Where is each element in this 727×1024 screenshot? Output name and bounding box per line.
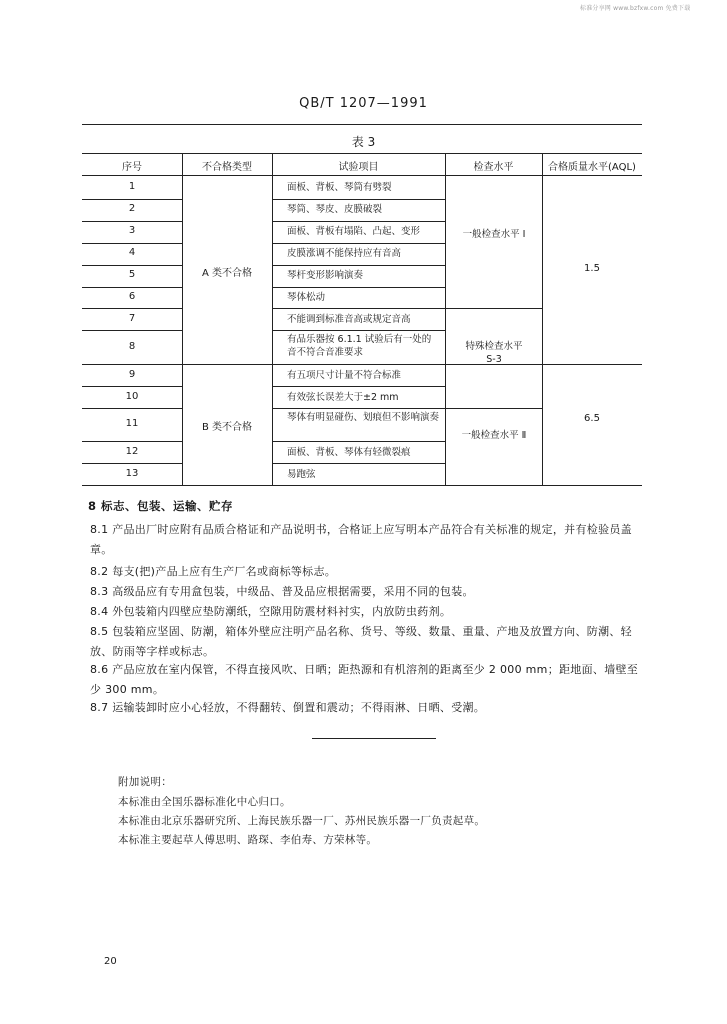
paragraph: 8.7 运输装卸时应小心轻放，不得翻转、倒置和震动；不得雨淋、日晒、受潮。 — [90, 701, 486, 714]
row-divider — [272, 463, 445, 464]
seq-cell: 8 — [128, 341, 136, 352]
test-item-cell: 有品乐器按 6.1.1 试验后有一处的音不符合音准要求 — [287, 334, 432, 358]
test-item-cell: 面板、背板、琴筒有劈裂 — [287, 182, 392, 193]
inspection-level-cell: 特殊检查水平 S-3 — [465, 341, 523, 365]
table-header-divider — [82, 175, 642, 176]
notes-title: 附加说明： — [118, 776, 172, 788]
row-divider — [82, 221, 182, 222]
row-divider — [272, 308, 445, 309]
row-divider — [82, 463, 182, 464]
inspection-level-cell: 一般检查水平 Ⅰ — [462, 229, 526, 240]
paragraph: 8.1 产品出厂时应附有品质合格证和产品说明书，合格证上应写明本产品符合有关标准的规定，并有检验员盖章。 — [90, 523, 632, 556]
aql-cell: 1.5 — [584, 263, 600, 274]
header-aql: 合格质量水平(AQL) — [548, 162, 636, 173]
standard-code: QB/T 1207—1991 — [299, 96, 428, 111]
row-divider — [82, 199, 182, 200]
row-divider — [82, 364, 642, 365]
row-divider — [272, 386, 445, 387]
test-item-cell: 面板、背板有塌陷、凸起、变形 — [287, 226, 421, 237]
row-divider — [272, 287, 445, 288]
header-inspection-level: 检查水平 — [473, 162, 514, 173]
row-divider — [82, 287, 182, 288]
type-b-cell: B 类不合格 — [201, 422, 253, 433]
header-seq: 序号 — [122, 162, 142, 173]
table-bottom-border — [82, 485, 642, 486]
paragraph: 8.5 包装箱应坚固、防潮，箱体外壁应注明产品名称、货号、等级、数量、重量、产地及放置方向、防潮、轻放、防雨等字样或标志。 — [90, 625, 632, 658]
row-divider — [272, 243, 445, 244]
row-divider — [272, 330, 445, 331]
test-item-cell: 有效弦长误差大于±2 mm — [287, 392, 399, 403]
row-divider — [272, 441, 445, 442]
seq-cell: 5 — [128, 269, 136, 280]
test-item-cell: 琴筒、琴皮、皮膜破裂 — [287, 204, 383, 215]
paragraph: 8.2 每支(把)产品上应有生产厂名或商标等标志。 — [90, 565, 337, 578]
seq-cell: 4 — [128, 247, 136, 258]
col-divider — [445, 153, 446, 485]
row-divider — [272, 265, 445, 266]
row-divider — [272, 221, 445, 222]
test-item-cell: 有五项尺寸计量不符合标准 — [287, 370, 402, 381]
row-divider — [82, 330, 182, 331]
seq-cell: 3 — [128, 225, 136, 236]
paragraph: 8.4 外包装箱内四壁应垫防潮纸，空隙用防震材料衬实，内放防虫药剂。 — [90, 605, 452, 618]
paragraph: 8.6 产品应放在室内保管，不得直接风吹、日晒；距热源和有机溶剂的距离至少 2 000 mm；距地面、墙壁至少 300 mm。 — [90, 663, 639, 696]
row-divider — [272, 199, 445, 200]
test-item-cell: 琴体松动 — [287, 292, 326, 303]
seq-cell: 1 — [128, 181, 136, 192]
row-divider — [82, 308, 182, 309]
seq-cell: 9 — [128, 369, 136, 380]
seq-cell: 13 — [125, 468, 139, 479]
watermark: 标准分享网 www.bzfxw.com 免费下载 — [580, 5, 691, 12]
row-divider — [82, 441, 182, 442]
seq-cell: 2 — [128, 203, 136, 214]
test-item-cell: 易跑弦 — [287, 469, 316, 480]
page-number: 20 — [104, 956, 117, 967]
col-divider — [182, 153, 183, 485]
notes-line: 本标准由北京乐器研究所、上海民族乐器一厂、苏州民族乐器一厂负责起草。 — [118, 815, 486, 827]
test-item-cell: 皮膜涨调不能保持应有音高 — [287, 248, 402, 259]
seq-cell: 6 — [128, 291, 136, 302]
header-type: 不合格类型 — [202, 162, 252, 173]
aql-cell: 6.5 — [584, 413, 600, 424]
col-divider — [272, 153, 273, 485]
test-item-cell: 琴杆变形影响演奏 — [287, 270, 364, 281]
test-item-cell: 不能调到标准音高或规定音高 — [287, 314, 411, 325]
paragraph: 8.3 高级品应有专用盒包装，中级品、普及品应根据需要，采用不同的包装。 — [90, 585, 474, 598]
table-caption: 表 3 — [351, 135, 376, 149]
test-item-cell: 面板、背板、琴体有轻微裂痕 — [287, 447, 411, 458]
seq-cell: 10 — [125, 391, 139, 402]
seq-cell: 7 — [128, 313, 136, 324]
row-divider — [82, 408, 182, 409]
row-divider — [445, 308, 542, 309]
header-rule — [82, 124, 642, 125]
notes-line: 本标准由全国乐器标准化中心归口。 — [118, 796, 291, 808]
seq-cell: 12 — [125, 446, 139, 457]
row-divider — [82, 265, 182, 266]
col-divider — [542, 153, 543, 485]
inspection-level-cell: 一般检查水平 Ⅱ — [461, 430, 527, 441]
row-divider — [82, 386, 182, 387]
notes-line: 本标准主要起草人傅思明、路琛、李伯寿、方荣林等。 — [118, 834, 378, 846]
seq-cell: 11 — [125, 418, 139, 429]
header-test-item: 试验项目 — [338, 162, 379, 173]
row-divider — [272, 408, 445, 409]
row-divider — [445, 408, 542, 409]
section-heading: 8 标志、包装、运输、贮存 — [88, 499, 234, 513]
test-item-cell: 琴体有明显碰伤、划痕但不影响演奏 — [287, 412, 440, 423]
table-top-border — [82, 153, 642, 154]
row-divider — [82, 243, 182, 244]
type-a-cell: A 类不合格 — [201, 268, 253, 279]
end-rule — [312, 738, 436, 739]
